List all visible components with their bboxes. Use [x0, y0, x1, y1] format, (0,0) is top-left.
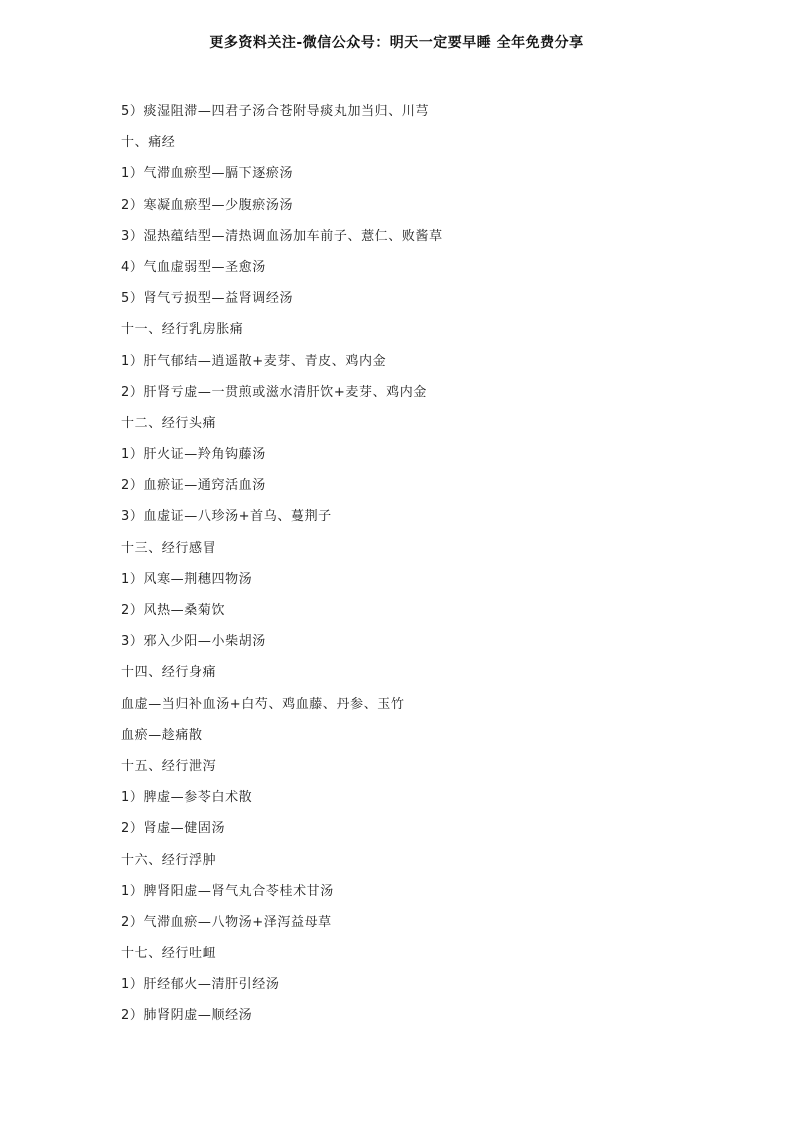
section-heading: 十三、经行感冒 — [121, 540, 217, 556]
section-heading: 十五、经行泄泻 — [121, 758, 217, 774]
text-line: 2）肺肾阴虚—顺经汤 — [121, 1008, 253, 1024]
text-line: 5）肾气亏损型—益肾调经汤 — [121, 291, 294, 307]
document-body — [121, 101, 741, 1037]
text-line: 血瘀—趁痛散 — [121, 727, 203, 743]
text-line: 1）肝气郁结—逍遥散+麦芽、青皮、鸡内金 — [121, 353, 387, 369]
section-heading: 十七、经行吐衄 — [121, 946, 217, 962]
page-header: 更多资料关注-微信公众号：明天一定要早睡 全年免费分享 — [209, 35, 584, 51]
text-line: 1）肝经郁火—清肝引经汤 — [121, 977, 280, 993]
text-line: 3）湿热蕴结型—清热调血汤加车前子、薏仁、败酱草 — [121, 228, 443, 244]
text-line: 5）痰湿阻滞—四君子汤合苍附导痰丸加当归、川芎 — [121, 104, 430, 119]
text-line: 2）血瘀证—通窍活血汤 — [121, 478, 266, 494]
text-line: 1）脾虚—参苓白术散 — [121, 790, 253, 806]
text-line: 1）脾肾阳虚—肾气丸合苓桂术甘汤 — [121, 883, 334, 899]
section-heading: 十六、经行浮肿 — [121, 852, 217, 868]
text-line: 3）邪入少阳—小柴胡汤 — [121, 634, 266, 650]
section-heading: 十二、经行头痛 — [121, 415, 217, 431]
text-line: 2）肝肾亏虚—一贯煎或滋水清肝饮+麦芽、鸡内金 — [121, 384, 427, 400]
text-line: 4）气血虚弱型—圣愈汤 — [121, 259, 266, 275]
text-line: 2）寒凝血瘀型—少腹瘀汤汤 — [121, 197, 294, 213]
section-heading: 十、痛经 — [121, 135, 176, 151]
text-line: 血虚—当归补血汤+白芍、鸡血藤、丹参、玉竹 — [121, 696, 405, 712]
text-line: 1）风寒—荆穗四物汤 — [121, 571, 253, 587]
text-line: 2）肾虚—健固汤 — [121, 821, 226, 837]
text-line: 2）气滞血瘀—八物汤+泽泻益母草 — [121, 914, 332, 930]
section-heading: 十四、经行身痛 — [121, 665, 217, 681]
text-line: 2）风热—桑菊饮 — [121, 603, 226, 618]
section-heading: 十一、经行乳房胀痛 — [121, 322, 244, 338]
text-line: 3）血虚证—八珍汤+首乌、蔓荆子 — [121, 509, 332, 525]
text-line: 1）气滞血瘀型—膈下逐瘀汤 — [121, 166, 294, 182]
text-line: 1）肝火证—羚角钩藤汤 — [121, 447, 266, 463]
